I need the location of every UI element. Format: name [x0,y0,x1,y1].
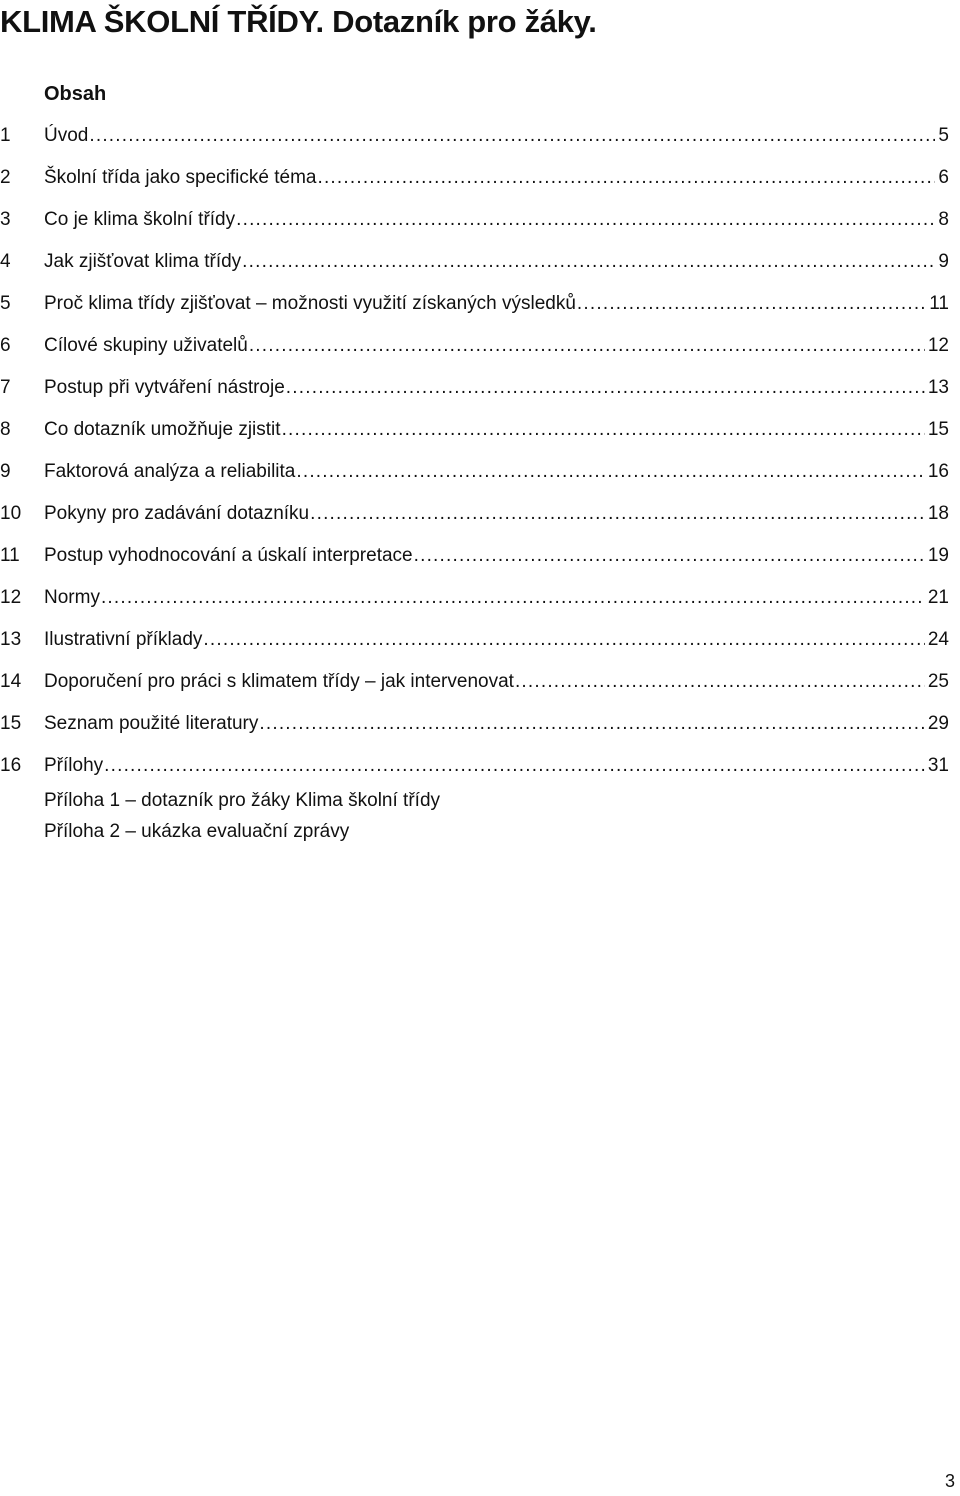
toc-entry-page: 11 [929,293,949,314]
toc-entry-number: 9 [0,461,11,482]
toc-entry-number: 15 [0,713,22,734]
toc-entry [0,623,949,665]
toc-entry-title: Pokyny pro zadávání dotazníku [44,503,310,524]
toc-entry-number: 10 [0,503,22,524]
toc-entry [0,497,949,539]
toc-dot-leader [414,539,925,573]
toc-entry [0,329,949,371]
toc-dot-leader [236,203,935,237]
toc-entry-page: 31 [927,755,949,776]
toc-entry [0,161,949,203]
toc-entry-number: 16 [0,755,22,776]
toc-entry-title: Přílohy [44,755,104,776]
toc-entry-title: Co dotazník umožňuje zjistit [44,419,281,440]
toc-entry-page: 16 [927,461,949,482]
toc-entry [0,287,949,329]
toc-dot-leader [577,287,926,321]
document-title: KLIMA ŠKOLNÍ TŘÍDY. Dotazník pro žáky. [0,4,597,39]
toc-dot-leader [242,245,935,279]
toc-dot-leader [259,707,924,741]
toc-entry [0,371,949,413]
toc-entry-number: 4 [0,251,11,272]
toc-entry-page: 6 [938,167,949,188]
toc-entry-title: Postup vyhodnocování a úskalí interpretace [44,545,413,566]
toc-entry-number: 8 [0,419,11,440]
toc-entry [0,539,949,581]
toc-dot-leader [203,623,924,657]
toc-dot-leader [101,581,925,615]
toc-entry-title: Postup při vytváření nástroje [44,377,285,398]
toc-entry-page: 9 [938,251,949,272]
toc-entry-title: Jak zjišťovat klima třídy [44,251,242,272]
toc-entry-number: 3 [0,209,11,230]
toc-entry-page: 12 [927,335,949,356]
toc-entry-number: 14 [0,671,22,692]
toc-entry [0,581,949,623]
toc-entry-title: Ilustrativní příklady [44,629,203,650]
toc-entry-title: Úvod [44,125,89,146]
toc-entry-page: 13 [927,377,949,398]
toc-entry-title: Proč klima třídy zjišťovat – možnosti využití získaných výsledků [44,293,576,314]
table-of-contents [0,119,949,791]
toc-entry-page: 19 [927,545,949,566]
toc-entry-page: 25 [927,671,949,692]
toc-entry [0,119,949,161]
toc-entry-number: 7 [0,377,11,398]
toc-entry-page: 29 [927,713,949,734]
toc-entry-number: 1 [0,125,11,146]
toc-entry [0,245,949,287]
toc-entry-page: 24 [927,629,949,650]
toc-entry-title: Seznam použité literatury [44,713,259,734]
toc-entry-number: 11 [0,545,20,566]
toc-dot-leader [249,329,925,363]
appendix-entry: Příloha 1 – dotazník pro žáky Klima školní třídy [44,790,441,811]
toc-dot-leader [89,119,935,153]
toc-entry-title: Cílové skupiny uživatelů [44,335,248,356]
page-number: 3 [944,1471,955,1491]
toc-entry [0,413,949,455]
toc-entry [0,665,949,707]
toc-entry-number: 2 [0,167,11,188]
toc-entry [0,455,949,497]
toc-entry [0,203,949,245]
toc-entry-page: 15 [927,419,949,440]
toc-entry [0,707,949,749]
toc-entry-page: 18 [927,503,949,524]
toc-entry-title: Normy [44,587,100,608]
toc-entry-page: 21 [927,587,949,608]
toc-entry-number: 6 [0,335,11,356]
toc-dot-leader [310,497,925,531]
toc-dot-leader [104,749,925,783]
toc-dot-leader [515,665,925,699]
toc-entry-title: Školní třída jako specifické téma [44,167,317,188]
toc-dot-leader [282,413,925,447]
appendix-entry: Příloha 2 – ukázka evaluační zprávy [44,821,350,842]
toc-entry-title: Faktorová analýza a reliabilita [44,461,296,482]
toc-entry-title: Doporučení pro práci s klimatem třídy – jak intervenovat [44,671,514,692]
toc-heading: Obsah [44,83,107,105]
toc-dot-leader [286,371,925,405]
toc-entry-title: Co je klima školní třídy [44,209,236,230]
toc-entry-number: 13 [0,629,22,650]
toc-dot-leader [317,161,935,195]
toc-entry [0,749,949,791]
toc-dot-leader [296,455,925,489]
toc-entry-number: 12 [0,587,22,608]
toc-entry-page: 8 [938,209,949,230]
toc-entry-page: 5 [938,125,949,146]
toc-entry-number: 5 [0,293,11,314]
